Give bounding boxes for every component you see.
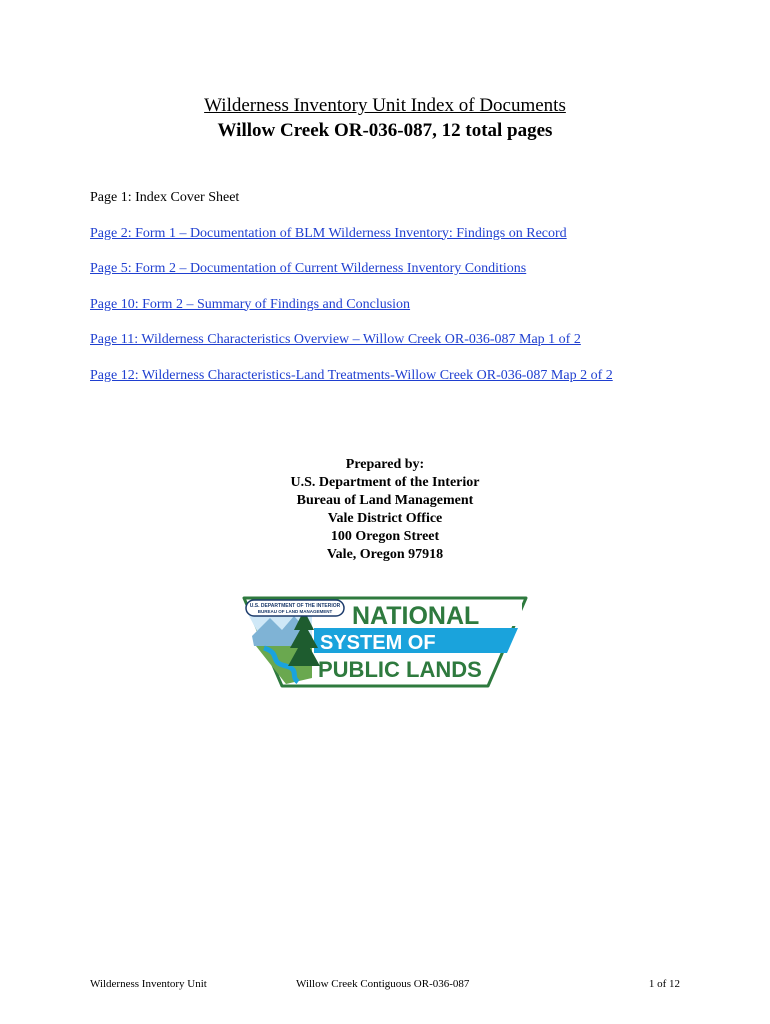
- logo-word-system-of: SYSTEM OF: [320, 632, 436, 654]
- index-item-page-10[interactable]: [90, 296, 730, 332]
- index-item-page-11[interactable]: [90, 331, 730, 367]
- index-link-page-5[interactable]: Page 5: Form 2 – Documentation of Current Wilderness Inventory Conditions: [90, 261, 527, 276]
- document-title: Wilderness Inventory Unit Index of Documents: [204, 95, 566, 116]
- agency-department: U.S. Department of the Interior: [290, 475, 480, 490]
- footer-page-number: 1 of 12: [648, 978, 680, 990]
- index-link-page-11[interactable]: Page 11: Wilderness Characteristics Overview – Willow Creek OR-036-087 Map 1 of 2: [90, 332, 581, 347]
- index-item-page-12[interactable]: [90, 367, 730, 403]
- prepared-by-heading: Prepared by:: [345, 457, 425, 472]
- index-item-text: Page 1: Index Cover Sheet: [90, 190, 240, 205]
- index-item-page-1: [90, 189, 730, 225]
- logo-badge-text-2: BUREAU OF LAND MANAGEMENT: [257, 609, 333, 614]
- index-link-page-10[interactable]: Page 10: Form 2 – Summary of Findings and Conclusion: [90, 296, 411, 312]
- page-footer: [0, 978, 770, 994]
- index-link-page-2[interactable]: Page 2: Form 1 – Documentation of BLM Wilderness Inventory: Findings on Record: [90, 225, 567, 241]
- logo-word-national: NATIONAL: [352, 602, 480, 630]
- city-state-zip: Vale, Oregon 97918: [326, 547, 444, 562]
- prepared-by-block: [0, 456, 770, 564]
- footer-center: Willow Creek Contiguous OR-036-087: [296, 978, 470, 990]
- index-item-page-5[interactable]: [90, 260, 730, 296]
- national-system-of-public-lands-logo: [242, 596, 528, 688]
- footer-left: Wilderness Inventory Unit: [90, 978, 207, 990]
- index-list: [90, 189, 730, 402]
- street-address: 100 Oregon Street: [330, 529, 440, 544]
- index-link-page-12[interactable]: Page 12: Wilderness Characteristics-Land Treatments-Willow Creek OR-036-087 Map 2 of 2: [90, 367, 613, 383]
- logo-badge-text-1: U.S. DEPARTMENT OF THE INTERIOR: [249, 603, 341, 609]
- agency-bureau: Bureau of Land Management: [296, 493, 474, 508]
- document-subtitle: Willow Creek OR-036-087, 12 total pages: [217, 120, 553, 141]
- logo-word-public-lands: PUBLIC LANDS: [318, 657, 482, 682]
- index-item-page-2[interactable]: [90, 225, 730, 261]
- district-office: Vale District Office: [327, 511, 443, 526]
